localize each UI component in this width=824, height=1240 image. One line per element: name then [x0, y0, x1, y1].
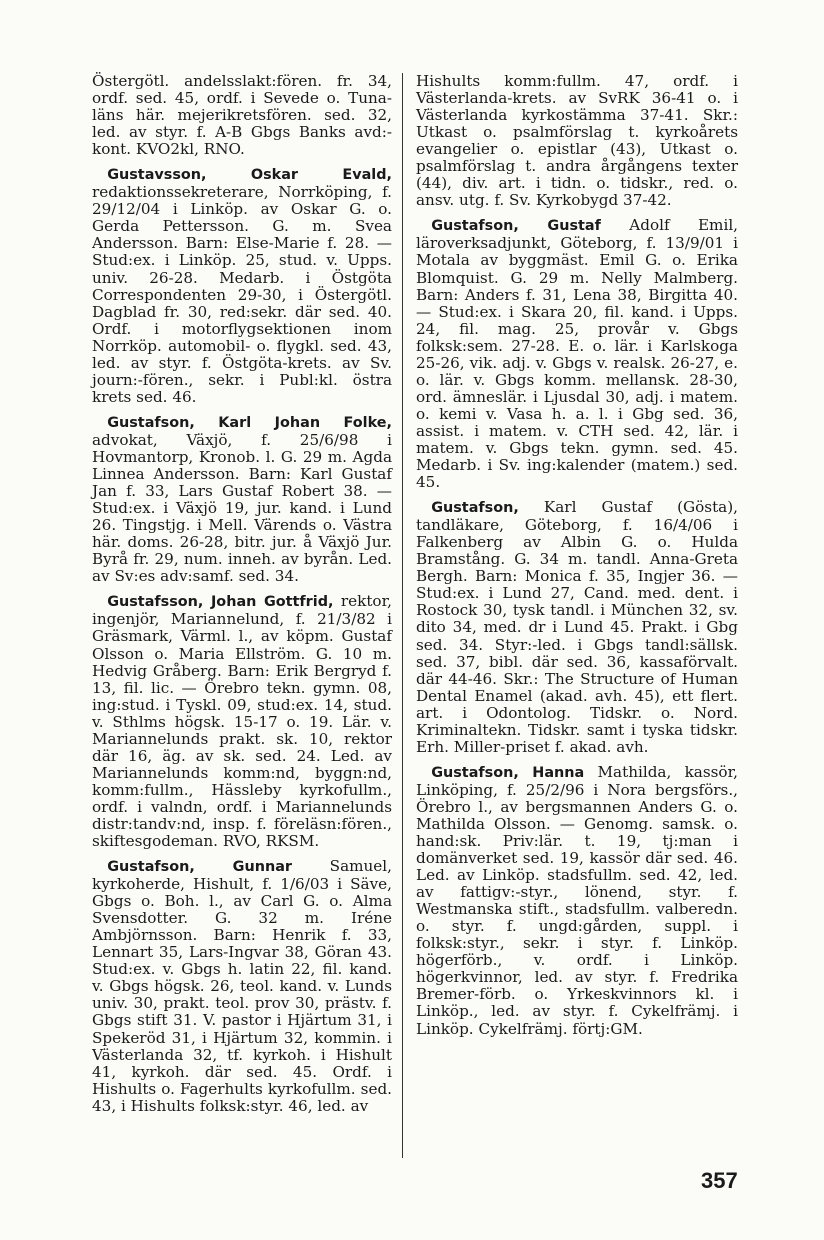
entry-text: Karl Gustaf (Gösta), tandläkare, Göteborg, f. 16/4/06 i Falkenberg av Albin G. o. Hulda Bramstång. G. 34 m. tandl. Anna-Greta Bergh. Barn: Monica f. 35, Ingjer 36. — Stud:ex. i Lund 27, Cand. med. dent. i Rostock 30, tysk tandl. i München 32, sv. dito 34, med. dr i Lund 45. Prakt. i Gbg sed. 34. Styr:-led. i Gbgs tandl:sällsk. sed. 37, bibl. där sed. 36, kassaförvalt. där 44-46. Skr.: The Structure of Human Dental Enamel (akad. avh. 45), ett flert. art. i Odontolog. Tidskr. o. Nord. Kriminaltekn. Tidskr. samt i tyska tidskr. Erh. Miller-priset f. akad. avh.	[416, 498, 738, 756]
entry-name: Gustafson, Karl Johan Folke,	[107, 414, 392, 431]
left-column	[92, 73, 392, 1123]
entry-text: Hishults komm:fullm. 47, ordf. i Västerlanda-krets. av SvRK 36-41 o. i Västerlanda kyrkostämma 37-41. Skr.: Utkast o. psalmförslag t. kyrkoårets evangelier o. epistlar (43), Utkast o. psalmförslag t. andra årgångens texter (44), div. art. i tidn. o. tidskr., red. o. ansv. utg. f. Sv. Kyrkobygd 37-42.	[416, 72, 738, 210]
entry-text: redaktionssekreterare, Norrköping, f. 29/12/04 i Linköp. av Oskar G. o. Gerda Pettersson. G. m. Svea Andersson. Barn: Else-Marie f. 28. — Stud:ex. i Linköp. 25, stud. v. Upps. univ. 26-28. Medarb. i Östgöta Correspondenten 29-30, i Östergötl. Dagblad fr. 30, red:sekr. där sed. 40. Ordf. i motorflygsektionen inom Norrköp. automobil- o. flygkl. sed. 43, led. av styr. f. Östgöta-krets. av Sv. journ:-fören., sekr. i Publ:kl. östra krets sed. 46.	[92, 183, 392, 406]
entry-gustafson-hanna-mathilda	[416, 764, 738, 1038]
entry-gustafsson-johan-gottfrid	[92, 593, 392, 850]
entry-name: Gustafsson, Johan Gottfrid,	[107, 594, 334, 611]
entry-continued	[416, 73, 738, 209]
entry-text: Adolf Emil, läroverksadjunkt, Göteborg, f. 13/9/01 i Motala av byggmäst. Emil G. o. Erika Blomquist. G. 29 m. Nelly Malmberg. Barn: Anders f. 31, Lena 38, Birgitta 40. — Stud:ex. i Skara 20, fil. kand. i Upps. 24, fil. mag. 25, provår v. Gbgs folksk:sem. 27-28. E. o. lär. i Karlskoga 25-26, vik. adj. v. Gbgs v. realsk. 26-27, e. o. lär. v. Gbgs komm. mellansk. 28-30, ord. ämneslär. i Ljusdal 30, adj. i matem. o. kemi v. Vasa h. a. l. i Gbg sed. 36, assist. i matem. v. CTH sed. 42, lär. i matem. v. Gbgs tekn. gymn. sed. 45. Medarb. i Sv. ing:kalender (matem.) sed. 45.	[416, 216, 738, 492]
column-divider	[402, 73, 403, 1158]
page-number: 357	[701, 1168, 738, 1193]
right-column	[416, 73, 738, 1046]
entry-text: rektor, ingenjör, Mariannelund, f. 21/3/82 i Gräsmark, Värml. l., av köpm. Gustaf Olsson o. Maria Ellström. G. 10 m. Hedvig Gråberg. Barn: Erik Bergryd f. 13, fil. lic. — Örebro tekn. gymn. 08, ing:stud. i Tyskl. 09, stud:ex. 14, stud. v. Sthlms högsk. 15-17 o. 19. Lär. v. Mariannelunds prakt. sk. 10, rektor där 16, äg. av sk. sed. 24. Led. av Mariannelunds komm:nd, byggn:nd, komm:fullm., Hässleby kyrkofullm., ordf. i valndn, ordf. i Mariannelunds distr:tandv:nd, insp. f. föreläsn:fören., skiftesgodeman. RVO, RKSM.	[92, 592, 392, 851]
entry-name: Gustavsson, Oskar Evald,	[107, 167, 392, 184]
entry-gustafson-gunnar	[92, 858, 392, 1115]
entry-gustafson-karl-gustaf-gosta	[416, 499, 738, 756]
entry-gustafson-karl-johan-folke	[92, 414, 392, 585]
entry-text: Östergötl. andelsslakt:fören. fr. 34, ordf. sed. 45, ordf. i Sevede o. Tuna-läns här. mejerikretsfören. sed. 32, led. av styr. f. A-B Gbgs Banks avd:-kont. KVO2kl, RNO.	[92, 72, 392, 159]
entry-name: Gustafson, Gustaf	[431, 218, 601, 235]
entry-gustavsson-oskar-evald	[92, 166, 392, 406]
entry-name: Gustafson,	[431, 500, 519, 517]
entry-gustafson-gustaf-adolf-emil	[416, 217, 738, 491]
entry-name: Gustafson, Hanna	[431, 764, 585, 781]
entry-name: Gustafson, Gunnar	[107, 859, 293, 876]
entry-text: Samuel, kyrkoherde, Hishult, f. 1/6/03 i Säve, Gbgs o. Boh. l., av Carl G. o. Alma Svensdotter. G. 32 m. Iréne Ambjörnsson. Barn: Henrik f. 33, Lennart 35, Lars-Ingvar 38, Göran 43. Stud:ex. v. Gbgs h. latin 22, fil. kand. v. Gbgs högsk. 26, teol. kand. v. Lunds univ. 30, prakt. teol. prov 30, prästv. f. Gbgs stift 31. V. pastor i Hjärtum 31, i Spekeröd 31, i Hjärtum 32, kommin. i Västerlanda 32, tf. kyrkoh. i Hishult 41, kyrkoh. där sed. 45. Ordf. i Hishults o. Fagerhults kyrkofullm. sed. 43, i Hishults folksk:styr. 46, led. av	[92, 857, 392, 1115]
entry-text: Mathilda, kassör, Linköping, f. 25/2/96 i Nora bergsförs., Örebro l., av bergsmannen Anders G. o. Mathilda Olsson. — Genomg. samsk. o. hand:sk. Priv:lär. t. 19, tj:man i domänverket sed. 19, kassör där sed. 46. Led. av Linköp. stadsfullm. sed. 42, led. av fattigv:-styr., lönend, styr. f. Westmanska stift., stadsfullm. valberedn. o. styr. f. ungd:gården, suppl. i folksk:styr., sekr. i styr. f. Linköp. högerförb., v. ordf. i Linköp. högerkvinnor, led. av styr. f. Fredrika Bremer-förb. o. Yrkeskvinnors kl. i Linköp., led. av styr. f. Cykelfrämj. i Linköp. Cykelfrämj. förtj:GM.	[416, 762, 738, 1038]
entry-text: advokat, Växjö, f. 25/6/98 i Hovmantorp, Kronob. l. G. 29 m. Agda Linnea Andersson. Barn: Karl Gustaf Jan f. 33, Lars Gustaf Robert 38. — Stud:ex. i Växjö 19, jur. kand. i Lund 26. Tingstjg. i Mell. Värends o. Västra här. doms. 26-28, bitr. jur. å Växjö Jur. Byrå fr. 29, num. inneh. av byrån. Led. av Sv:es adv:samf. sed. 34.	[92, 430, 392, 586]
entry-continued	[92, 73, 392, 158]
